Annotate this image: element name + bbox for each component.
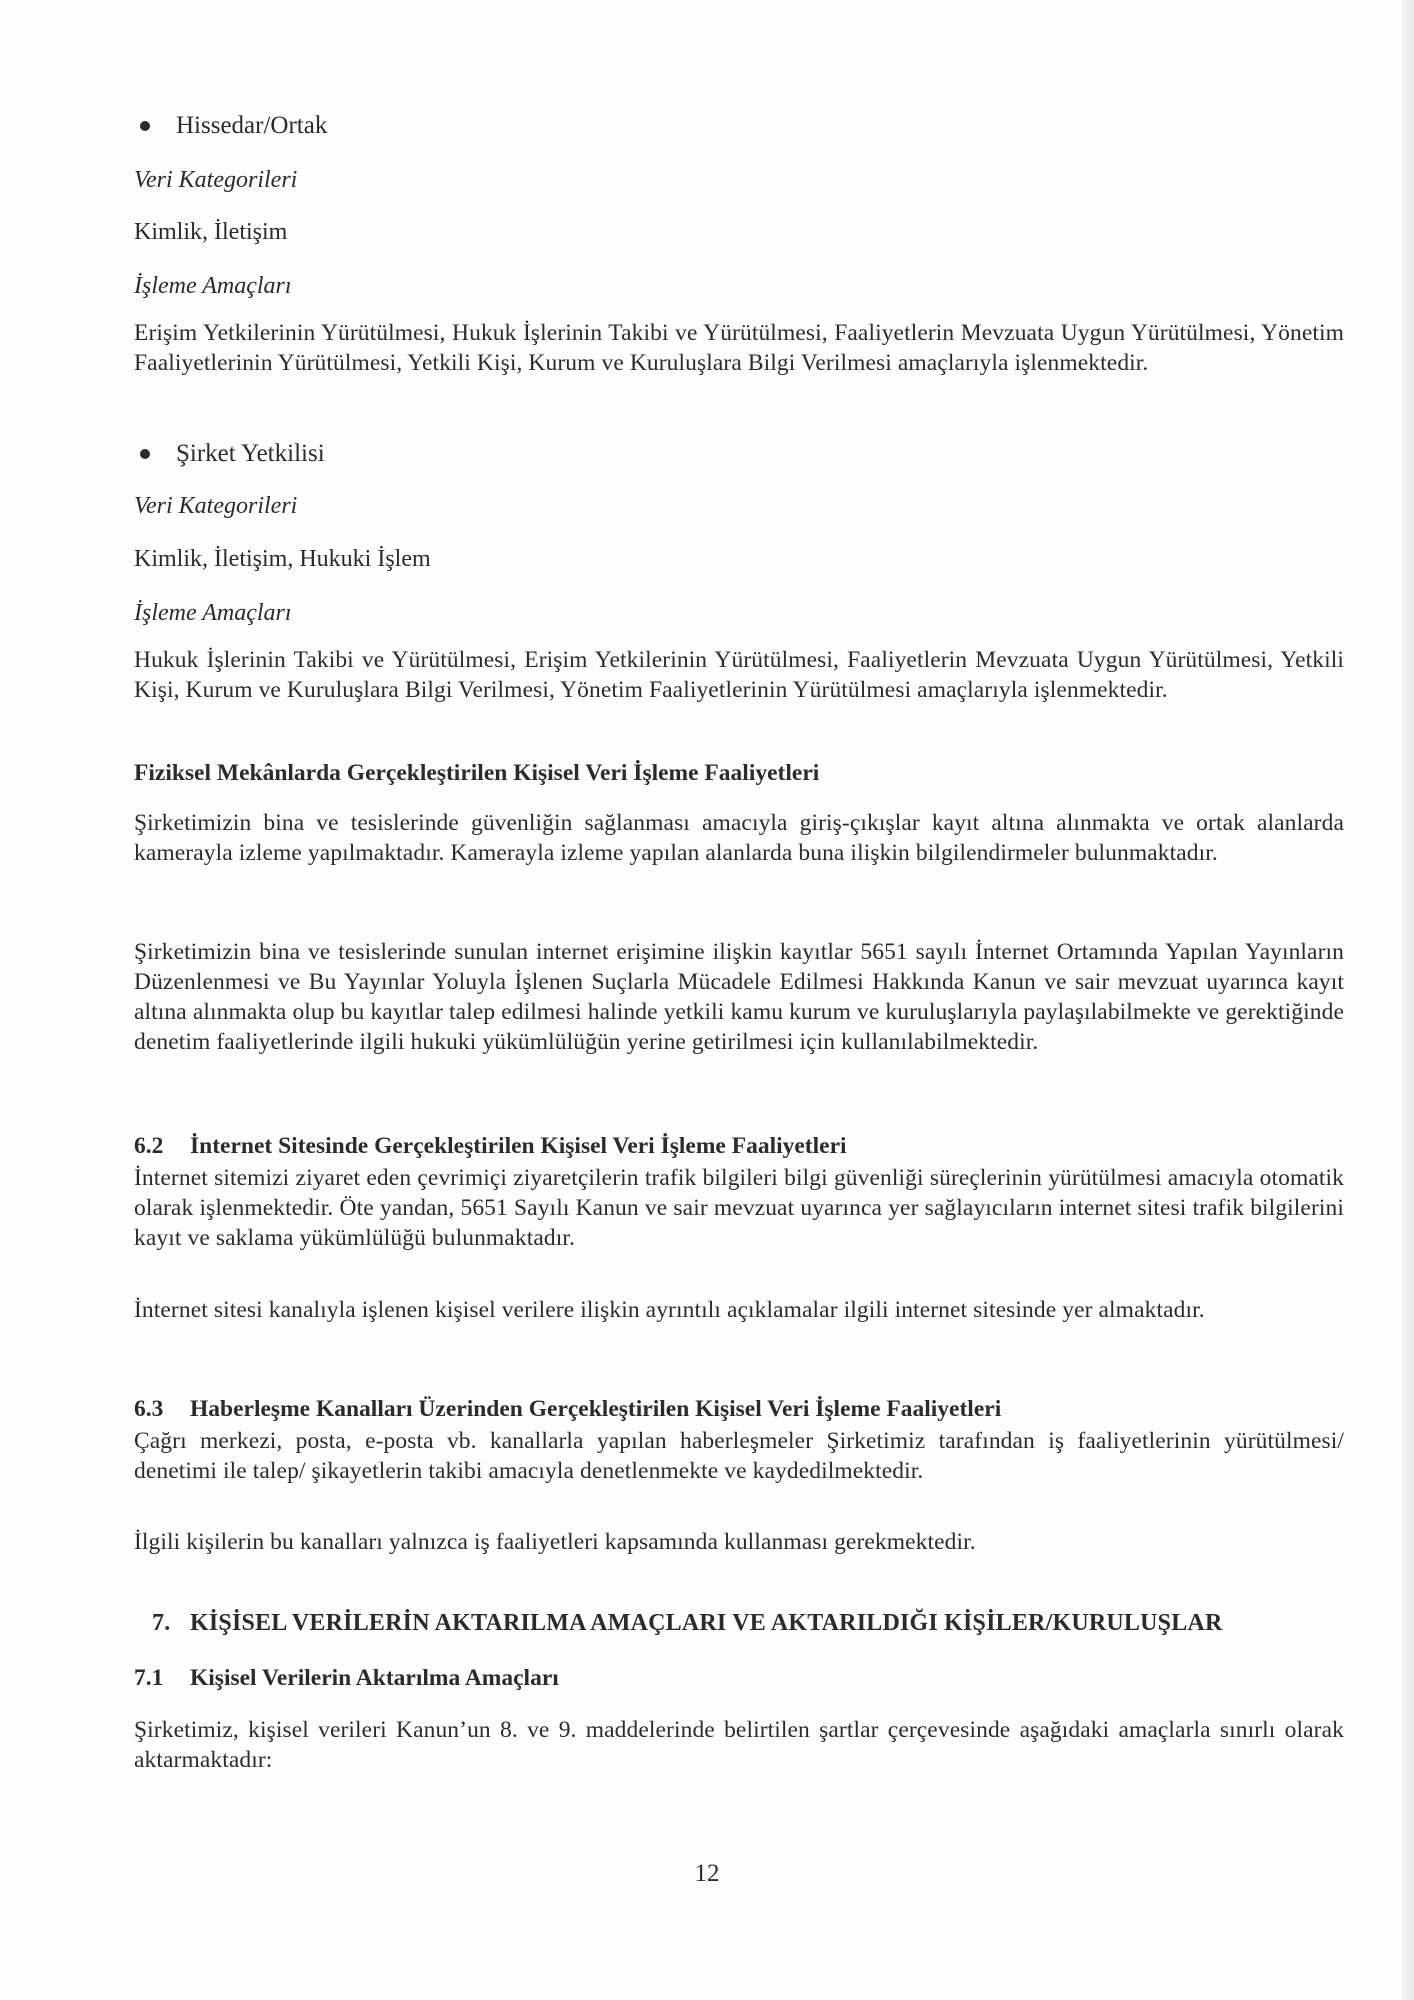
- physical-spaces-paragraph: Şirketimizin bina ve tesislerinde güvenliğin sağlanması amacıyla giriş-çıkışlar kayıt altına alınmakta ve ortak alanlarda kamerayla izleme yapılmaktadır. Kamerayla izleme yapılan alanlarda buna ilişkin bilgilendirmeler bulunmaktadır.: [134, 810, 1344, 866]
- section-7-heading: [152, 1610, 1222, 1637]
- purposes-heading: İşleme Amaçları: [134, 600, 292, 626]
- purposes-text: Hukuk İşlerinin Takibi ve Yürütülmesi, Erişim Yetkilerinin Yürütülmesi, Faaliyetlerin Mevzuata Uygun Yürütülmesi, Yetkili Kişi, Kurum ve Kuruluşlara Bilgi Verilmesi, Yönetim Faaliyetlerinin Yürütülmesi amaçlarıyla işlenmektedir.: [134, 647, 1344, 703]
- categories-heading: Veri Kategorileri: [134, 493, 298, 519]
- page-number: 12: [694, 1860, 720, 1887]
- section-6-3-paragraph: Çağrı merkezi, posta, e-posta vb. kanallarla yapılan haberleşmeler Şirketimiz tarafından iş faaliyetlerinin yürütülmesi/ denetimi ile talep/ şikayetlerin takibi amacıyla denetlenmekte ve kaydedilmektedir.: [134, 1428, 1344, 1484]
- categories-heading: Veri Kategorileri: [134, 167, 298, 193]
- section-number: 6.2: [134, 1133, 164, 1159]
- section-number: 7.: [152, 1610, 171, 1636]
- section-6-2-paragraph: İnternet sitemizi ziyaret eden çevrimiçi ziyaretçilerin trafik bilgileri bilgi güvenliği süreçlerinin yürütülmesi amacıyla otomatik olarak işlenmektedir. Öte yandan, 5651 Sayılı Kanun ve sair mevzuat uyarınca yer sağlayıcıların internet sitesi trafik bilgilerini kayıt ve saklama yükümlülüğü bulunmaktadır.: [134, 1165, 1344, 1251]
- categories-text: Kimlik, İletişim, Hukuki İşlem: [134, 546, 431, 572]
- physical-spaces-heading: Fiziksel Mekânlarda Gerçekleştirilen Kişisel Veri İşleme Faaliyetleri: [134, 760, 820, 786]
- section-7-1-paragraph: Şirketimiz, kişisel verileri Kanun’un 8. ve 9. maddelerinde belirtilen şartlar çerçevesinde aşağıdaki amaçlarla sınırlı olarak aktarmaktadır:: [134, 1717, 1344, 1773]
- bullet-dot-icon: [140, 449, 150, 459]
- section-6-2-heading: [134, 1133, 847, 1160]
- bullet-hissedar: [140, 112, 327, 140]
- categories-text: Kimlik, İletişim: [134, 219, 288, 245]
- bullet-sirket-yetkilisi: [140, 440, 325, 468]
- section-title: KİŞİSEL VERİLERİN AKTARILMA AMAÇLARI VE AKTARILDIĞI KİŞİLER/KURULUŞLAR: [190, 1610, 1223, 1636]
- bullet-label: Şirket Yetkilisi: [176, 440, 325, 467]
- section-title: İnternet Sitesinde Gerçekleştirilen Kişisel Veri İşleme Faaliyetleri: [190, 1133, 847, 1159]
- bullet-label: Hissedar/Ortak: [176, 112, 328, 139]
- section-6-2-paragraph: İnternet sitesi kanalıyla işlenen kişisel verilere ilişkin ayrıntılı açıklamalar ilgili internet sitesinde yer almaktadır.: [134, 1297, 1205, 1323]
- section-6-3-paragraph: İlgili kişilerin bu kanalları yalnızca iş faaliyetleri kapsamında kullanması gerekmektedir.: [134, 1529, 976, 1555]
- section-number: 7.1: [134, 1665, 164, 1691]
- bullet-dot-icon: [140, 121, 150, 131]
- section-7-1-heading: [134, 1665, 559, 1692]
- section-6-3-heading: [134, 1396, 1001, 1423]
- purposes-heading: İşleme Amaçları: [134, 273, 292, 299]
- physical-spaces-paragraph: Şirketimizin bina ve tesislerinde sunulan internet erişimine ilişkin kayıtlar 5651 sayılı İnternet Ortamında Yapılan Yayınların Düzenlenmesi ve Bu Yayınlar Yoluyla İşlenen Suçlarla Mücadele Edilmesi Hakkında Kanun ve sair mevzuat uyarınca kayıt altına alınmakta olup bu kayıtlar talep edilmesi halinde yetkili kamu kurum ve kuruluşlarıyla paylaşılabilmekte ve gerektiğinde denetim faaliyetlerinde ilgili hukuki yükümlülüğün yerine getirilmesi için kullanılabilmektedir.: [134, 939, 1344, 1055]
- section-number: 6.3: [134, 1396, 164, 1422]
- section-title: Haberleşme Kanalları Üzerinden Gerçekleştirilen Kişisel Veri İşleme Faaliyetleri: [190, 1396, 1002, 1422]
- purposes-text: Erişim Yetkilerinin Yürütülmesi, Hukuk İşlerinin Takibi ve Yürütülmesi, Faaliyetlerin Mevzuata Uygun Yürütülmesi, Yönetim Faaliyetlerinin Yürütülmesi, Yetkili Kişi, Kurum ve Kuruluşlara Bilgi Verilmesi amaçlarıyla işlenmektedir.: [134, 320, 1344, 376]
- section-title: Kişisel Verilerin Aktarılma Amaçları: [190, 1665, 559, 1691]
- scan-edge: [1402, 0, 1414, 2000]
